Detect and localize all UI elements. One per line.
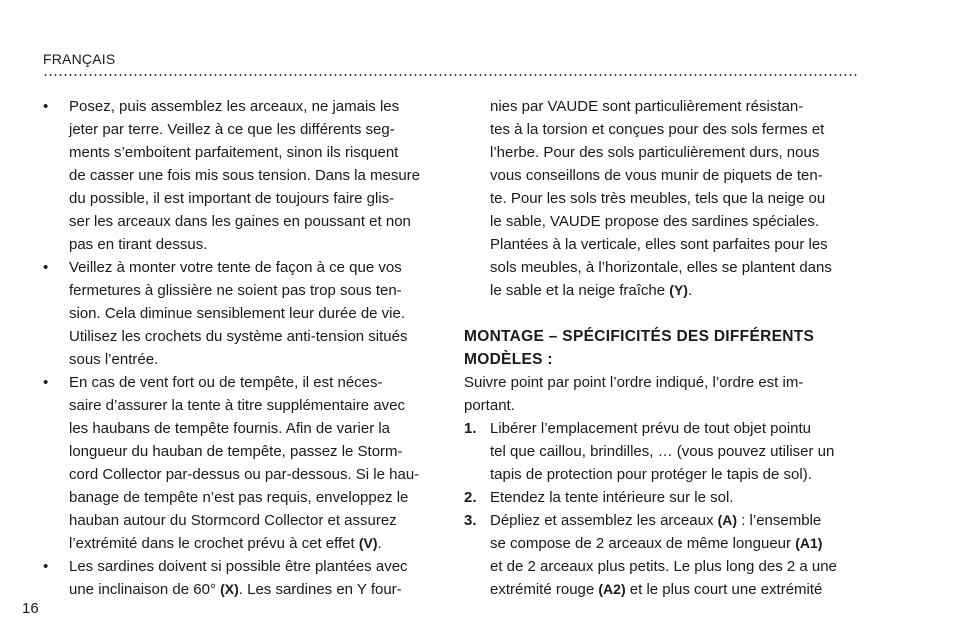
text-line: les haubans de tempête fournis. Afin de varier la (69, 420, 391, 437)
text-line: Les sardines doivent si possible être plantées avec (69, 558, 408, 575)
section-language-header: FRANÇAIS (43, 51, 116, 67)
text-line: Veillez à monter votre tente de façon à ce que vos (69, 259, 402, 276)
text-line: de casser une fois mis sous tension. Dans la mesure (69, 167, 420, 184)
text-line: le sable, VAUDE propose des sardines spéciales. (490, 213, 820, 230)
text-line: Posez, puis assemblez les arceaux, ne jamais les (69, 98, 400, 115)
bullet-item (43, 555, 443, 601)
bullet-icon: • (43, 259, 49, 276)
text-line (69, 578, 443, 601)
figure-ref: (Y) (669, 282, 688, 298)
bullet-item (43, 95, 443, 256)
figure-ref: (A1) (795, 535, 823, 551)
bullet-icon: • (43, 374, 49, 391)
text-span: l’extrémité dans le crochet prévu à cet effet (69, 535, 359, 552)
numbered-step (464, 486, 864, 509)
text-span: le sable et la neige fraîche (490, 282, 670, 299)
text-line: l’herbe. Pour des sols particulièrement durs, nous (490, 144, 820, 161)
text-line: longueur du hauban de tempête, passez le Storm- (69, 443, 403, 460)
text-line: Libérer l’emplacement prévu de tout objet pointu (490, 420, 812, 437)
right-column (464, 95, 864, 601)
section-heading (464, 325, 864, 371)
text-line: vous conseillons de vous munir de piquets de ten- (490, 167, 823, 184)
text-span: se compose de 2 arceaux de même longueur (490, 535, 796, 552)
text-line: sion. Cela diminue sensiblement leur durée de vie. (69, 305, 406, 322)
text-line: tes à la torsion et conçues pour des sols fermes et (490, 121, 825, 138)
text-line: saire d’assurer la tente à titre supplémentaire avec (69, 397, 406, 414)
text-line: du possible, il est important de toujours faire glis- (69, 190, 395, 207)
text-line (490, 279, 864, 302)
step-number: 1. (464, 420, 477, 437)
text-span: et le plus court une extrémité (625, 581, 823, 598)
text-line: nies par VAUDE sont particulièrement résistan- (490, 98, 804, 115)
text-span: une inclinaison de 60° (69, 581, 221, 598)
continued-paragraph (464, 95, 864, 302)
figure-ref: (X) (220, 581, 239, 597)
dotted-divider (43, 74, 858, 76)
text-line: Etendez la tente intérieure sur le sol. (490, 489, 734, 506)
text-line: En cas de vent fort ou de tempête, il est néces- (69, 374, 383, 391)
text-line: sols meubles, à l’horizontale, elles se plantent dans (490, 259, 832, 276)
text-line: et de 2 arceaux plus petits. Le plus long des 2 a une (490, 558, 837, 575)
text-line: banage de tempête n’est pas requis, enveloppez le (69, 489, 409, 506)
heading-line: MODÈLES : (464, 351, 553, 368)
text-line: pas en tirant dessus. (69, 236, 208, 253)
text-line: fermetures à glissière ne soient pas trop sous ten- (69, 282, 402, 299)
text-line: jeter par terre. Veillez à ce que les différents seg- (69, 121, 395, 138)
text-span: . Les sardines en Y four- (238, 581, 402, 598)
figure-ref: (A) (717, 512, 738, 528)
step-number: 3. (464, 512, 477, 529)
text-line (490, 532, 864, 555)
text-span: extrémité rouge (490, 581, 599, 598)
text-line: ments s’emboitent parfaitement, sinon ils risquent (69, 144, 399, 161)
text-span: Dépliez et assemblez les arceaux (490, 512, 718, 529)
bullet-icon: • (43, 98, 49, 115)
text-line: Utilisez les crochets du système anti-tension situés (69, 328, 408, 345)
text-line: Plantées à la verticale, elles sont parfaites pour les (490, 236, 828, 253)
numbered-step (464, 509, 864, 601)
text-line (69, 532, 443, 555)
text-line: tapis de protection pour protéger le tapis de sol). (490, 466, 812, 483)
page-number: 16 (22, 600, 39, 617)
figure-ref: (A2) (598, 581, 626, 597)
text-line: hauban autour du Stormcord Collector et assurez (69, 512, 397, 529)
left-column (43, 95, 443, 601)
bullet-icon: • (43, 558, 49, 575)
figure-ref: (V) (358, 535, 378, 551)
text-line (490, 578, 864, 601)
text-line: portant. (464, 397, 515, 414)
text-line: sous l’entrée. (69, 351, 159, 368)
heading-line: MONTAGE – SPÉCIFICITÉS DES DIFFÉRENTS (464, 328, 815, 345)
text-line: te. Pour les sols très meubles, tels que la neige ou (490, 190, 826, 207)
text-span: : l’ensemble (737, 512, 822, 529)
text-line: Suivre point par point l’ordre indiqué, l’ordre est im- (464, 374, 804, 391)
text-line: cord Collector par-dessus ou par-dessous. Si le hau- (69, 466, 420, 483)
bullet-item (43, 371, 443, 555)
step-number: 2. (464, 489, 477, 506)
text-line: tel que caillou, brindilles, … (vous pouvez utiliser un (490, 443, 835, 460)
numbered-step (464, 417, 864, 486)
intro-paragraph (464, 371, 864, 417)
text-span: . (377, 535, 382, 552)
bullet-item (43, 256, 443, 371)
text-line: ser les arceaux dans les gaines en poussant et non (69, 213, 411, 230)
text-line (490, 509, 864, 532)
text-span: . (687, 282, 693, 299)
